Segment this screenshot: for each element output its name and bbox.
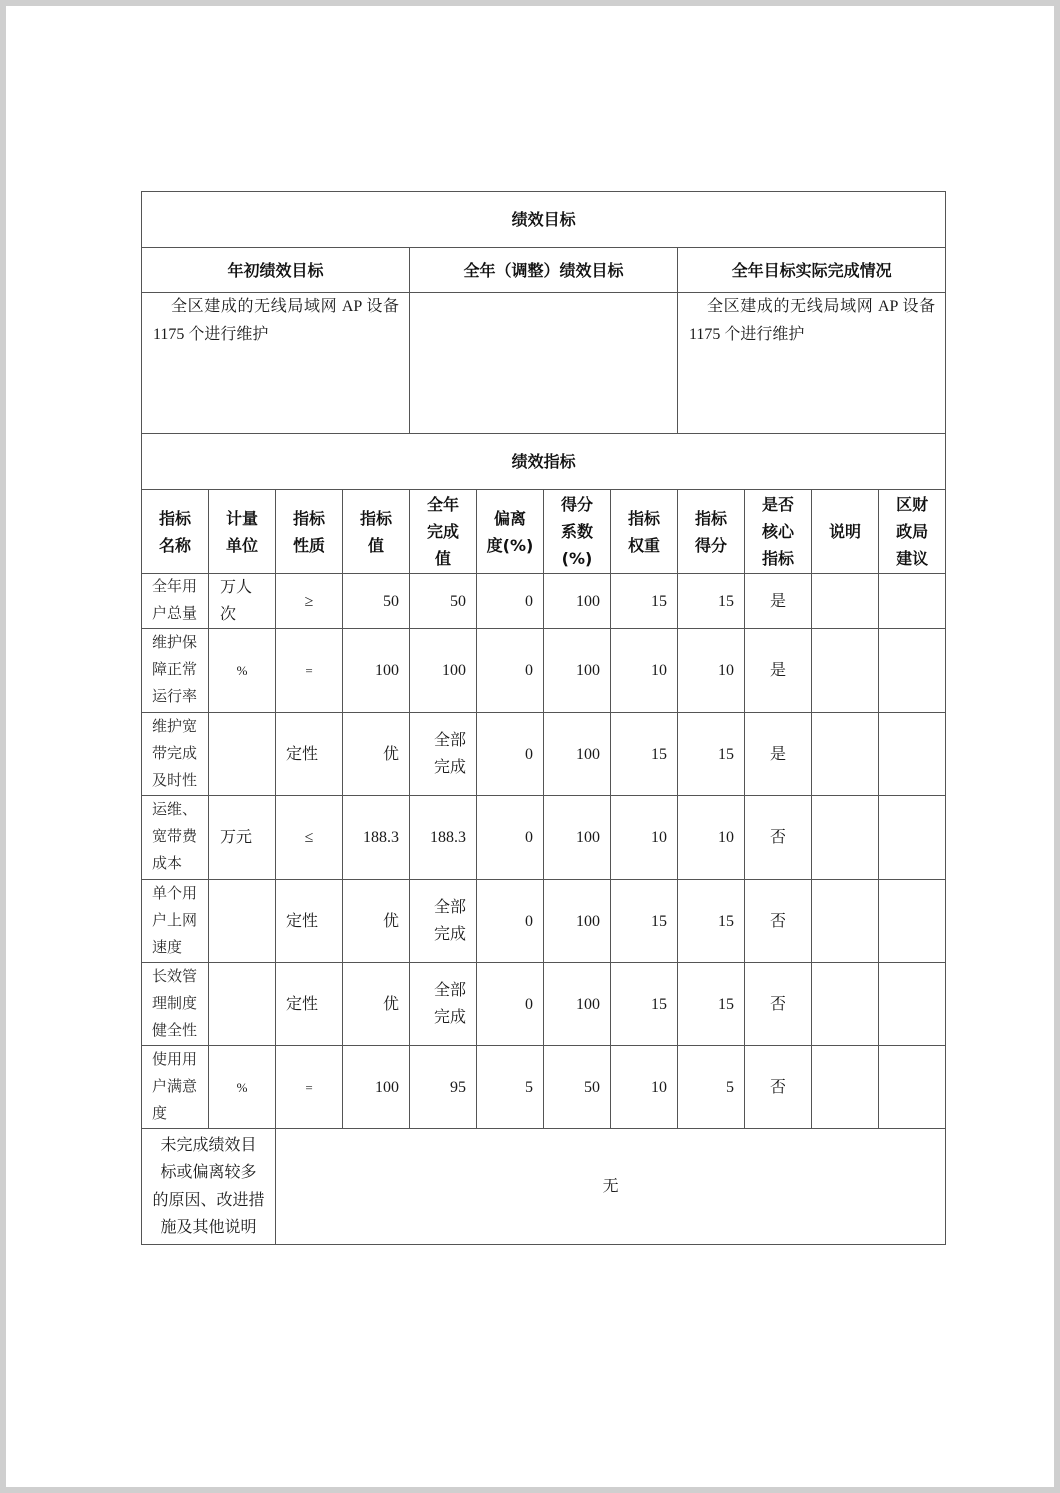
indicator-note [812, 629, 879, 713]
indicator-nature: ≤ [276, 796, 343, 880]
indicator-row [142, 1046, 946, 1129]
adjusted-goal-text [410, 293, 678, 434]
actual-completion-header: 全年目标实际完成情况 [678, 248, 946, 293]
indicator-nature: ≥ [276, 574, 343, 629]
initial-goal-header: 年初绩效目标 [142, 248, 410, 293]
indicator-deviation: 0 [477, 796, 544, 880]
indicator-coefficient: 100 [544, 796, 611, 880]
indicator-note [812, 713, 879, 796]
indicator-deviation: 0 [477, 880, 544, 963]
indicator-unit [209, 963, 276, 1046]
indicator-score: 15 [678, 713, 745, 796]
indicator-target: 50 [343, 574, 410, 629]
col-header-suggestion: 区财 政局 建议 [879, 490, 946, 574]
indicator-weight: 10 [611, 796, 678, 880]
indicator-actual: 全部完成 [410, 880, 477, 963]
indicator-weight: 10 [611, 629, 678, 713]
indicator-score: 5 [678, 1046, 745, 1129]
indicator-score: 15 [678, 963, 745, 1046]
indicator-name: 维护宽带完成及时性 [142, 713, 209, 796]
indicator-suggestion [879, 796, 946, 880]
indicator-name: 长效管理制度健全性 [142, 963, 209, 1046]
indicator-target: 100 [343, 1046, 410, 1129]
col-header-note: 说明 [812, 490, 879, 574]
indicator-core: 否 [745, 1046, 812, 1129]
indicator-nature: = [276, 629, 343, 713]
indicator-unit: 万人次 [209, 574, 276, 629]
indicator-suggestion [879, 880, 946, 963]
indicator-target: 优 [343, 963, 410, 1046]
indicator-actual: 全部完成 [410, 713, 477, 796]
indicator-core: 是 [745, 713, 812, 796]
indicator-target: 优 [343, 713, 410, 796]
adjusted-goal-header: 全年（调整）绩效目标 [410, 248, 678, 293]
indicators-section-title: 绩效指标 [142, 434, 946, 490]
indicator-deviation: 0 [477, 574, 544, 629]
indicator-unit: % [209, 629, 276, 713]
col-header-weight: 指标 权重 [611, 490, 678, 574]
indicator-actual: 95 [410, 1046, 477, 1129]
col-header-target: 指标 值 [343, 490, 410, 574]
indicator-score: 15 [678, 880, 745, 963]
indicator-coefficient: 50 [544, 1046, 611, 1129]
indicator-target: 100 [343, 629, 410, 713]
indicator-name: 使用用户满意度 [142, 1046, 209, 1129]
indicator-score: 10 [678, 796, 745, 880]
indicator-weight: 15 [611, 713, 678, 796]
indicator-core: 是 [745, 574, 812, 629]
indicator-note [812, 963, 879, 1046]
indicator-coefficient: 100 [544, 629, 611, 713]
indicator-target: 188.3 [343, 796, 410, 880]
indicator-target: 优 [343, 880, 410, 963]
indicator-note [812, 880, 879, 963]
indicator-weight: 15 [611, 880, 678, 963]
indicator-suggestion [879, 963, 946, 1046]
indicator-coefficient: 100 [544, 880, 611, 963]
remarks-value: 无 [276, 1129, 946, 1245]
indicator-suggestion [879, 629, 946, 713]
col-header-actual: 全年 完成 值 [410, 490, 477, 574]
indicator-row [142, 796, 946, 880]
actual-completion-text: 全区建成的无线局域网 AP 设备 1175 个进行维护 [678, 293, 946, 434]
indicators-title-row [142, 434, 946, 490]
indicator-nature: 定性 [276, 713, 343, 796]
col-header-name: 指标 名称 [142, 490, 209, 574]
indicator-nature: 定性 [276, 880, 343, 963]
indicator-deviation: 5 [477, 1046, 544, 1129]
indicator-core: 是 [745, 629, 812, 713]
goals-section-title: 绩效目标 [142, 192, 946, 248]
indicator-suggestion [879, 574, 946, 629]
indicator-score: 15 [678, 574, 745, 629]
indicator-unit: 万元 [209, 796, 276, 880]
indicator-coefficient: 100 [544, 574, 611, 629]
document-page [6, 6, 1054, 1487]
indicator-score: 10 [678, 629, 745, 713]
indicators-header-row [142, 490, 946, 574]
col-header-score: 指标 得分 [678, 490, 745, 574]
indicator-note [812, 574, 879, 629]
indicator-unit [209, 713, 276, 796]
indicator-name: 维护保障正常运行率 [142, 629, 209, 713]
col-header-unit: 计量 单位 [209, 490, 276, 574]
indicator-row [142, 629, 946, 713]
goals-header-row [142, 248, 946, 293]
indicator-actual: 100 [410, 629, 477, 713]
indicator-coefficient: 100 [544, 713, 611, 796]
indicator-actual: 188.3 [410, 796, 477, 880]
remarks-label: 未完成绩效目 标或偏离较多 的原因、改进措 施及其他说明 [142, 1129, 276, 1245]
indicator-deviation: 0 [477, 713, 544, 796]
indicator-actual: 50 [410, 574, 477, 629]
indicator-row [142, 880, 946, 963]
indicator-row [142, 713, 946, 796]
indicator-row [142, 574, 946, 629]
indicator-weight: 15 [611, 963, 678, 1046]
col-header-nature: 指标 性质 [276, 490, 343, 574]
indicator-suggestion [879, 713, 946, 796]
indicator-unit: % [209, 1046, 276, 1129]
indicator-core: 否 [745, 963, 812, 1046]
indicator-name: 全年用户总量 [142, 574, 209, 629]
indicator-deviation: 0 [477, 963, 544, 1046]
indicator-deviation: 0 [477, 629, 544, 713]
col-header-deviation: 偏离 度(%) [477, 490, 544, 574]
goals-content-row [142, 293, 946, 434]
indicator-coefficient: 100 [544, 963, 611, 1046]
indicator-note [812, 1046, 879, 1129]
goals-title-row [142, 192, 946, 248]
indicator-row [142, 963, 946, 1046]
col-header-coefficient: 得分 系数 (%) [544, 490, 611, 574]
remarks-row [142, 1129, 946, 1245]
indicator-name: 运维、宽带费成本 [142, 796, 209, 880]
performance-table [141, 191, 946, 1245]
indicator-unit [209, 880, 276, 963]
indicator-actual: 全部完成 [410, 963, 477, 1046]
indicator-note [812, 796, 879, 880]
indicator-core: 否 [745, 880, 812, 963]
indicator-nature: = [276, 1046, 343, 1129]
initial-goal-text: 全区建成的无线局域网 AP 设备 1175 个进行维护 [142, 293, 410, 434]
indicator-core: 否 [745, 796, 812, 880]
indicator-suggestion [879, 1046, 946, 1129]
indicator-name: 单个用户上网速度 [142, 880, 209, 963]
indicator-weight: 15 [611, 574, 678, 629]
col-header-core: 是否 核心 指标 [745, 490, 812, 574]
indicator-weight: 10 [611, 1046, 678, 1129]
indicator-nature: 定性 [276, 963, 343, 1046]
